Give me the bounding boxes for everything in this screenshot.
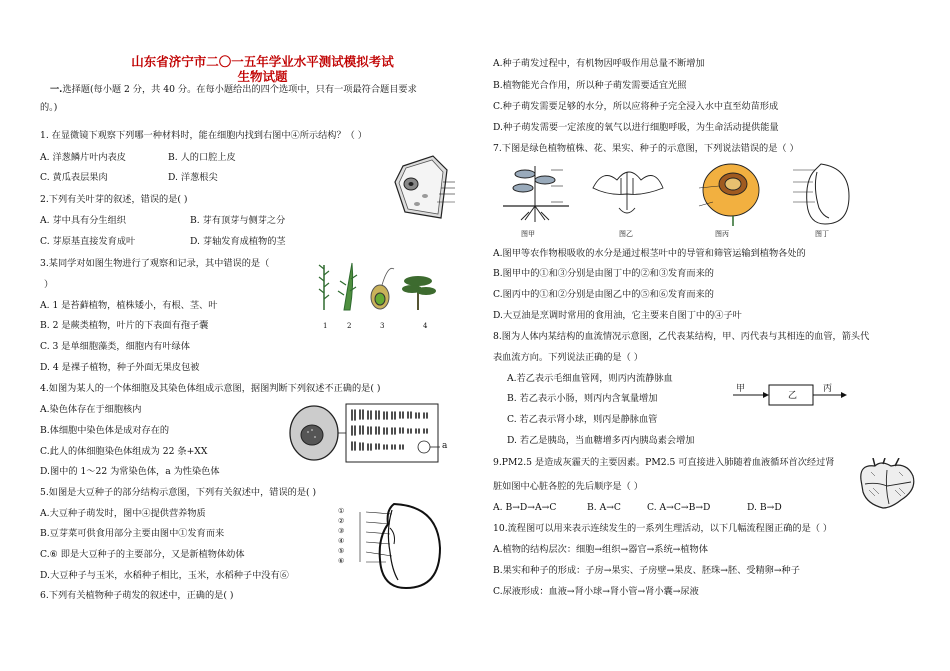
q3-option-c: C. 3 是单细胞藻类，细胞内有叶绿体 — [40, 341, 190, 352]
soybean-seed-figure — [346, 500, 446, 592]
seed-label-3: ③ — [338, 527, 345, 535]
plant-label-2: 2 — [347, 322, 352, 330]
vessel-jia-label: 甲 — [736, 384, 746, 394]
q9-option-c: C. A→C→B→D — [647, 502, 711, 513]
question-9: 9.PM2.5 是造成灰霾天的主要因素。PM2.5 可直接进入肺随着血液循环首次经过肾 — [493, 457, 835, 468]
seed-label-4: ④ — [338, 537, 345, 545]
chromosome-figure — [288, 402, 448, 464]
section-text: 选择题(每小题 2 分，共 40 分。在每小题给出的四个选项中，只有一项最符合题目要求 — [62, 84, 417, 95]
q6-option-c: C.种子萌发需要足够的水分，所以应将种子完全浸入水中直至幼苗形成 — [493, 101, 779, 112]
question-3: 3.某同学对如图生物进行了观察和记录，其中错误的是（ — [40, 258, 270, 269]
question-5: 5.如图是大豆种子的部分结构示意图，下列有关叙述中，错误的是( ) — [40, 487, 317, 498]
page-subtitle: 生物试题 — [237, 69, 288, 84]
q9-option-d: D. B→D — [747, 502, 782, 513]
section-instructions — [50, 84, 417, 96]
question-6: 6.下列有关植物种子萌发的叙述中，正确的是( ) — [40, 590, 234, 601]
page-title: 山东省济宁市二〇一五年学业水平测试模拟考试 — [131, 54, 394, 69]
figure-ding-caption: 图丁 — [815, 230, 829, 238]
q4-option-a: A.染色体存在于细胞核内 — [40, 404, 142, 415]
figure-bing-caption: 图丙 — [715, 230, 729, 238]
plant-structures-figure — [493, 158, 853, 230]
question-3-end: ） — [44, 279, 54, 290]
seed-label-1: ① — [338, 507, 345, 515]
chromosome-label-a: a — [442, 441, 448, 451]
q10-option-b: B.果实和种子的形成：子房→果实、子房壁→果皮、胚珠→胚、受精卵→种子 — [493, 565, 800, 576]
q3-option-b: B. 2 是蕨类植物，叶片的下表面有孢子囊 — [40, 320, 209, 331]
q8-option-b: B. 若乙表示小肠，则丙内含氧量增加 — [507, 393, 658, 404]
question-7: 7.下图是绿色植物植株、花、果实、种子的示意图，下列说法错误的是（ ） — [493, 143, 799, 154]
q7-option-b: B.图甲中的①和③分别是由图丁中的②和③发育而来的 — [493, 268, 714, 279]
q7-option-d: D.大豆油是烹调时常用的食用油，它主要来自图丁中的④子叶 — [493, 310, 742, 321]
plant-label-1: 1 — [323, 322, 328, 330]
plant-label-3: 3 — [380, 322, 385, 330]
q2-option-a: A. 芽中具有分生组织 — [40, 215, 126, 226]
section-number: 一. — [50, 84, 63, 95]
question-10: 10.流程图可以用来表示连续发生的一系列生理活动，以下几幅流程图正确的是（ ） — [493, 523, 833, 534]
q3-option-a: A. 1 是苔藓植物，植株矮小，有根、茎、叶 — [40, 300, 218, 311]
structure-yi-label: 乙 — [788, 391, 798, 401]
question-9-cont: 脏如图中心脏各腔的先后顺序是（ ） — [493, 481, 643, 492]
q10-option-c: C.尿液形成：血液→肾小球→肾小管→肾小囊→尿液 — [493, 586, 699, 597]
q4-option-b: B.体细胞中染色体是成对存在的 — [40, 425, 170, 436]
q7-option-c: C.图丙中的①和②分别是由图乙中的⑤和⑥发育而来的 — [493, 289, 714, 300]
question-4: 4.如图为某人的一个体细胞及其染色体组成示意图，据图判断下列叙述不正确的是( ) — [40, 383, 381, 394]
q1-option-a: A. 洋葱鳞片叶内表皮 — [40, 152, 126, 163]
q1-option-d: D. 洋葱根尖 — [168, 172, 218, 183]
question-2: 2.下列有关叶芽的叙述，错误的是( ) — [40, 194, 188, 205]
seed-label-5: ⑤ — [338, 547, 345, 555]
q10-option-a: A.植物的结构层次：细胞→组织→器官→系统→植物体 — [493, 544, 708, 555]
q5-option-d: D.大豆种子与玉米，水稻种子相比，玉米，水稻种子中没有⑥ — [40, 570, 289, 581]
q2-option-d: D. 芽轴发育成植物的茎 — [190, 236, 286, 247]
q1-option-b: B. 人的口腔上皮 — [168, 152, 236, 163]
vessel-bing-label: 丙 — [823, 384, 833, 394]
heart-figure — [851, 458, 925, 510]
q9-option-b: B. A→C — [587, 502, 621, 513]
q8-option-c: C. 若乙表示肾小球，则丙是静脉血管 — [507, 414, 658, 425]
q6-option-a: A.种子萌发过程中，有机物因呼吸作用总量不断增加 — [493, 58, 705, 69]
plant-label-4: 4 — [423, 322, 428, 330]
q8-option-d: D. 若乙是胰岛，当血糖增多丙内胰岛素会增加 — [507, 435, 695, 446]
section-instructions-end: 的。) — [40, 102, 58, 113]
seed-label-6: ⑥ — [338, 557, 345, 565]
q3-option-d: D. 4 是裸子植物，种子外面无果皮包被 — [40, 362, 200, 373]
plant-cell-figure — [385, 152, 465, 224]
q4-option-d: D.图中的 1～22 为常染色体，a 为性染色体 — [40, 466, 220, 477]
q5-option-b: B.豆芽菜可供食用部分主要由图中①发育而来 — [40, 528, 225, 539]
q5-option-a: A.大豆种子萌发时，图中④提供营养物质 — [40, 508, 206, 519]
question-1: 1. 在显微镜下观察下列哪一种材料时，能在细胞内找到右图中④所示结构？（ ） — [40, 130, 367, 141]
question-8-cont: 表血流方向。下列说法正确的是（ ） — [493, 352, 643, 363]
q4-option-c: C.此人的体细胞染色体组成为 22 条+XX — [40, 446, 208, 457]
figure-jia-caption: 图甲 — [521, 230, 535, 238]
seed-label-2: ② — [338, 517, 345, 525]
q2-option-c: C. 芽原基直接发育成叶 — [40, 236, 136, 247]
four-plants-figure — [308, 255, 448, 317]
figure-yi-caption: 图乙 — [619, 230, 633, 238]
q6-option-d: D.种子萌发需要一定浓度的氧气以进行细胞呼吸，为生命活动提供能量 — [493, 122, 779, 133]
q5-option-c: C.⑥ 即是大豆种子的主要部分，又是新植物体幼体 — [40, 549, 245, 560]
q6-option-b: B.植物能光合作用，所以种子萌发需要适宜光照 — [493, 80, 687, 91]
q2-option-b: B. 芽有顶芽与侧芽之分 — [190, 215, 286, 226]
q8-option-a: A.若乙表示毛细血管网，则丙内流静脉血 — [507, 373, 673, 384]
question-8: 8.图为人体内某结构的血流情况示意图，乙代表某结构，甲、丙代表与其相连的血管，箭头代 — [493, 331, 870, 342]
q1-option-c: C. 黄瓜表层果肉 — [40, 172, 108, 183]
q9-option-a: A. B→D→A→C — [493, 502, 557, 513]
q7-option-a: A.图甲等农作物根吸收的水分是通过根茎叶中的导管和筛管运输到植物各处的 — [493, 248, 806, 259]
